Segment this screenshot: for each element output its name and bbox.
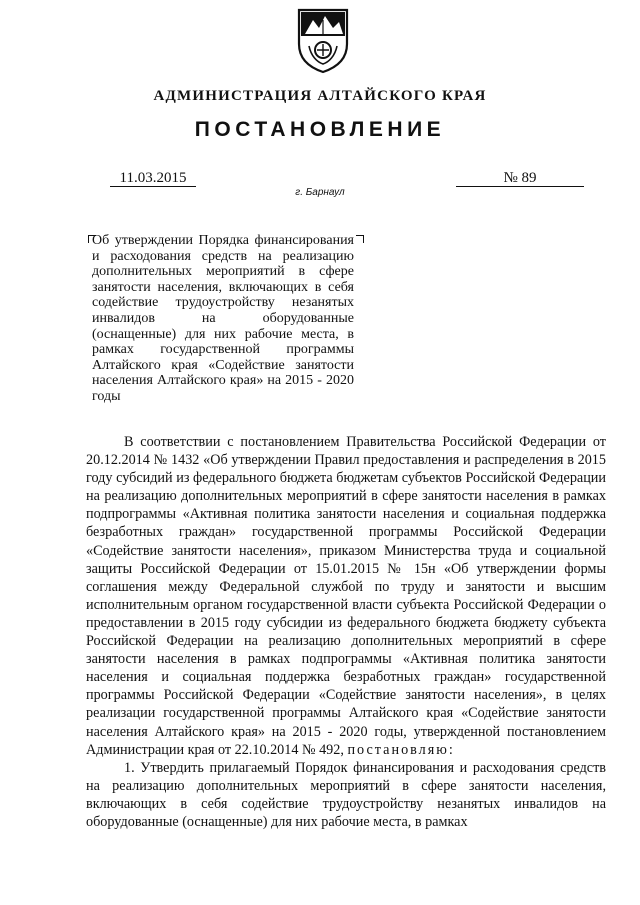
document-subject: Об утверждении Порядка финансирования и расходования средств на реализацию дополнительных мероприятий в сфере занятости населения, включающих в себя содействие трудоустройству незанятых инвалидов на оборудованные (оснащенные) для них рабочие места, в рамках государственной программы Алтайского края «Содействие занятости населения Алтайского края» на 2015 - 2020 годы bbox=[92, 233, 354, 404]
document-type-title: ПОСТАНОВЛЕНИЕ bbox=[194, 118, 446, 141]
document-date: 11.03.2015 bbox=[110, 170, 196, 187]
resolve-word: постановляю: bbox=[347, 741, 455, 758]
body-paragraph-1 bbox=[86, 433, 606, 759]
organization-title: АДМИНИСТРАЦИЯ АЛТАЙСКОГО КРАЯ bbox=[153, 88, 487, 104]
coat-of-arms-emblem bbox=[295, 6, 351, 74]
city-name: г. Барнаул bbox=[295, 187, 345, 198]
body-paragraph-2: 1. Утвердить прилагаемый Порядок финансирования и расходования средств на реализацию дополнительных мероприятий в сфере занятости населения, включающих в себя содействие трудоустройству незанятых инвалидов на оборудованные (оснащенные) для них рабочие места, в рамках bbox=[86, 759, 606, 830]
paragraph-1-text: В соответствии с постановлением Правительства Российской Федерации от 20.12.2014 № 1432 «Об утверждении Правил предоставления и распределения в 2015 году субсидий из федерального бюджета бюджетам субъектов Российской Федерации на реализацию дополнительных мероприятий в сфере занятости населения в рамках подпрограммы «Активная политика занятости населения и социальная поддержка безработных граждан» государственной программы Российской Федерации «Содействие занятости населения», приказом Министерства труда и социальной защиты Российской Федерации от 15.01.2015 № 15н «Об утверждении формы соглашения между Федеральной службой по труду и занятости и высшим исполнительным органом государственной власти субъекта Российской Федерации о предоставлении в 2015 году субсидии из федерального бюджета бюджету субъекта Российской Федерации на реализацию дополнительных мероприятий в сфере занятости населения в рамках подпрограммы «Активная политика занятости населения и социальная поддержка безработных граждан» государственной программы Российской Федерации «Содействие занятости населения», в целях реализации государственной программы Алтайского края «Содействие занятости населения Алтайского края» на 2015 - 2020 годы, утвержденной постановлением Администрации края от 22.10.2014 № 492, bbox=[86, 434, 606, 758]
document-body bbox=[86, 433, 606, 831]
document-number: № 89 bbox=[456, 170, 584, 187]
subject-bracket-right bbox=[356, 235, 364, 243]
